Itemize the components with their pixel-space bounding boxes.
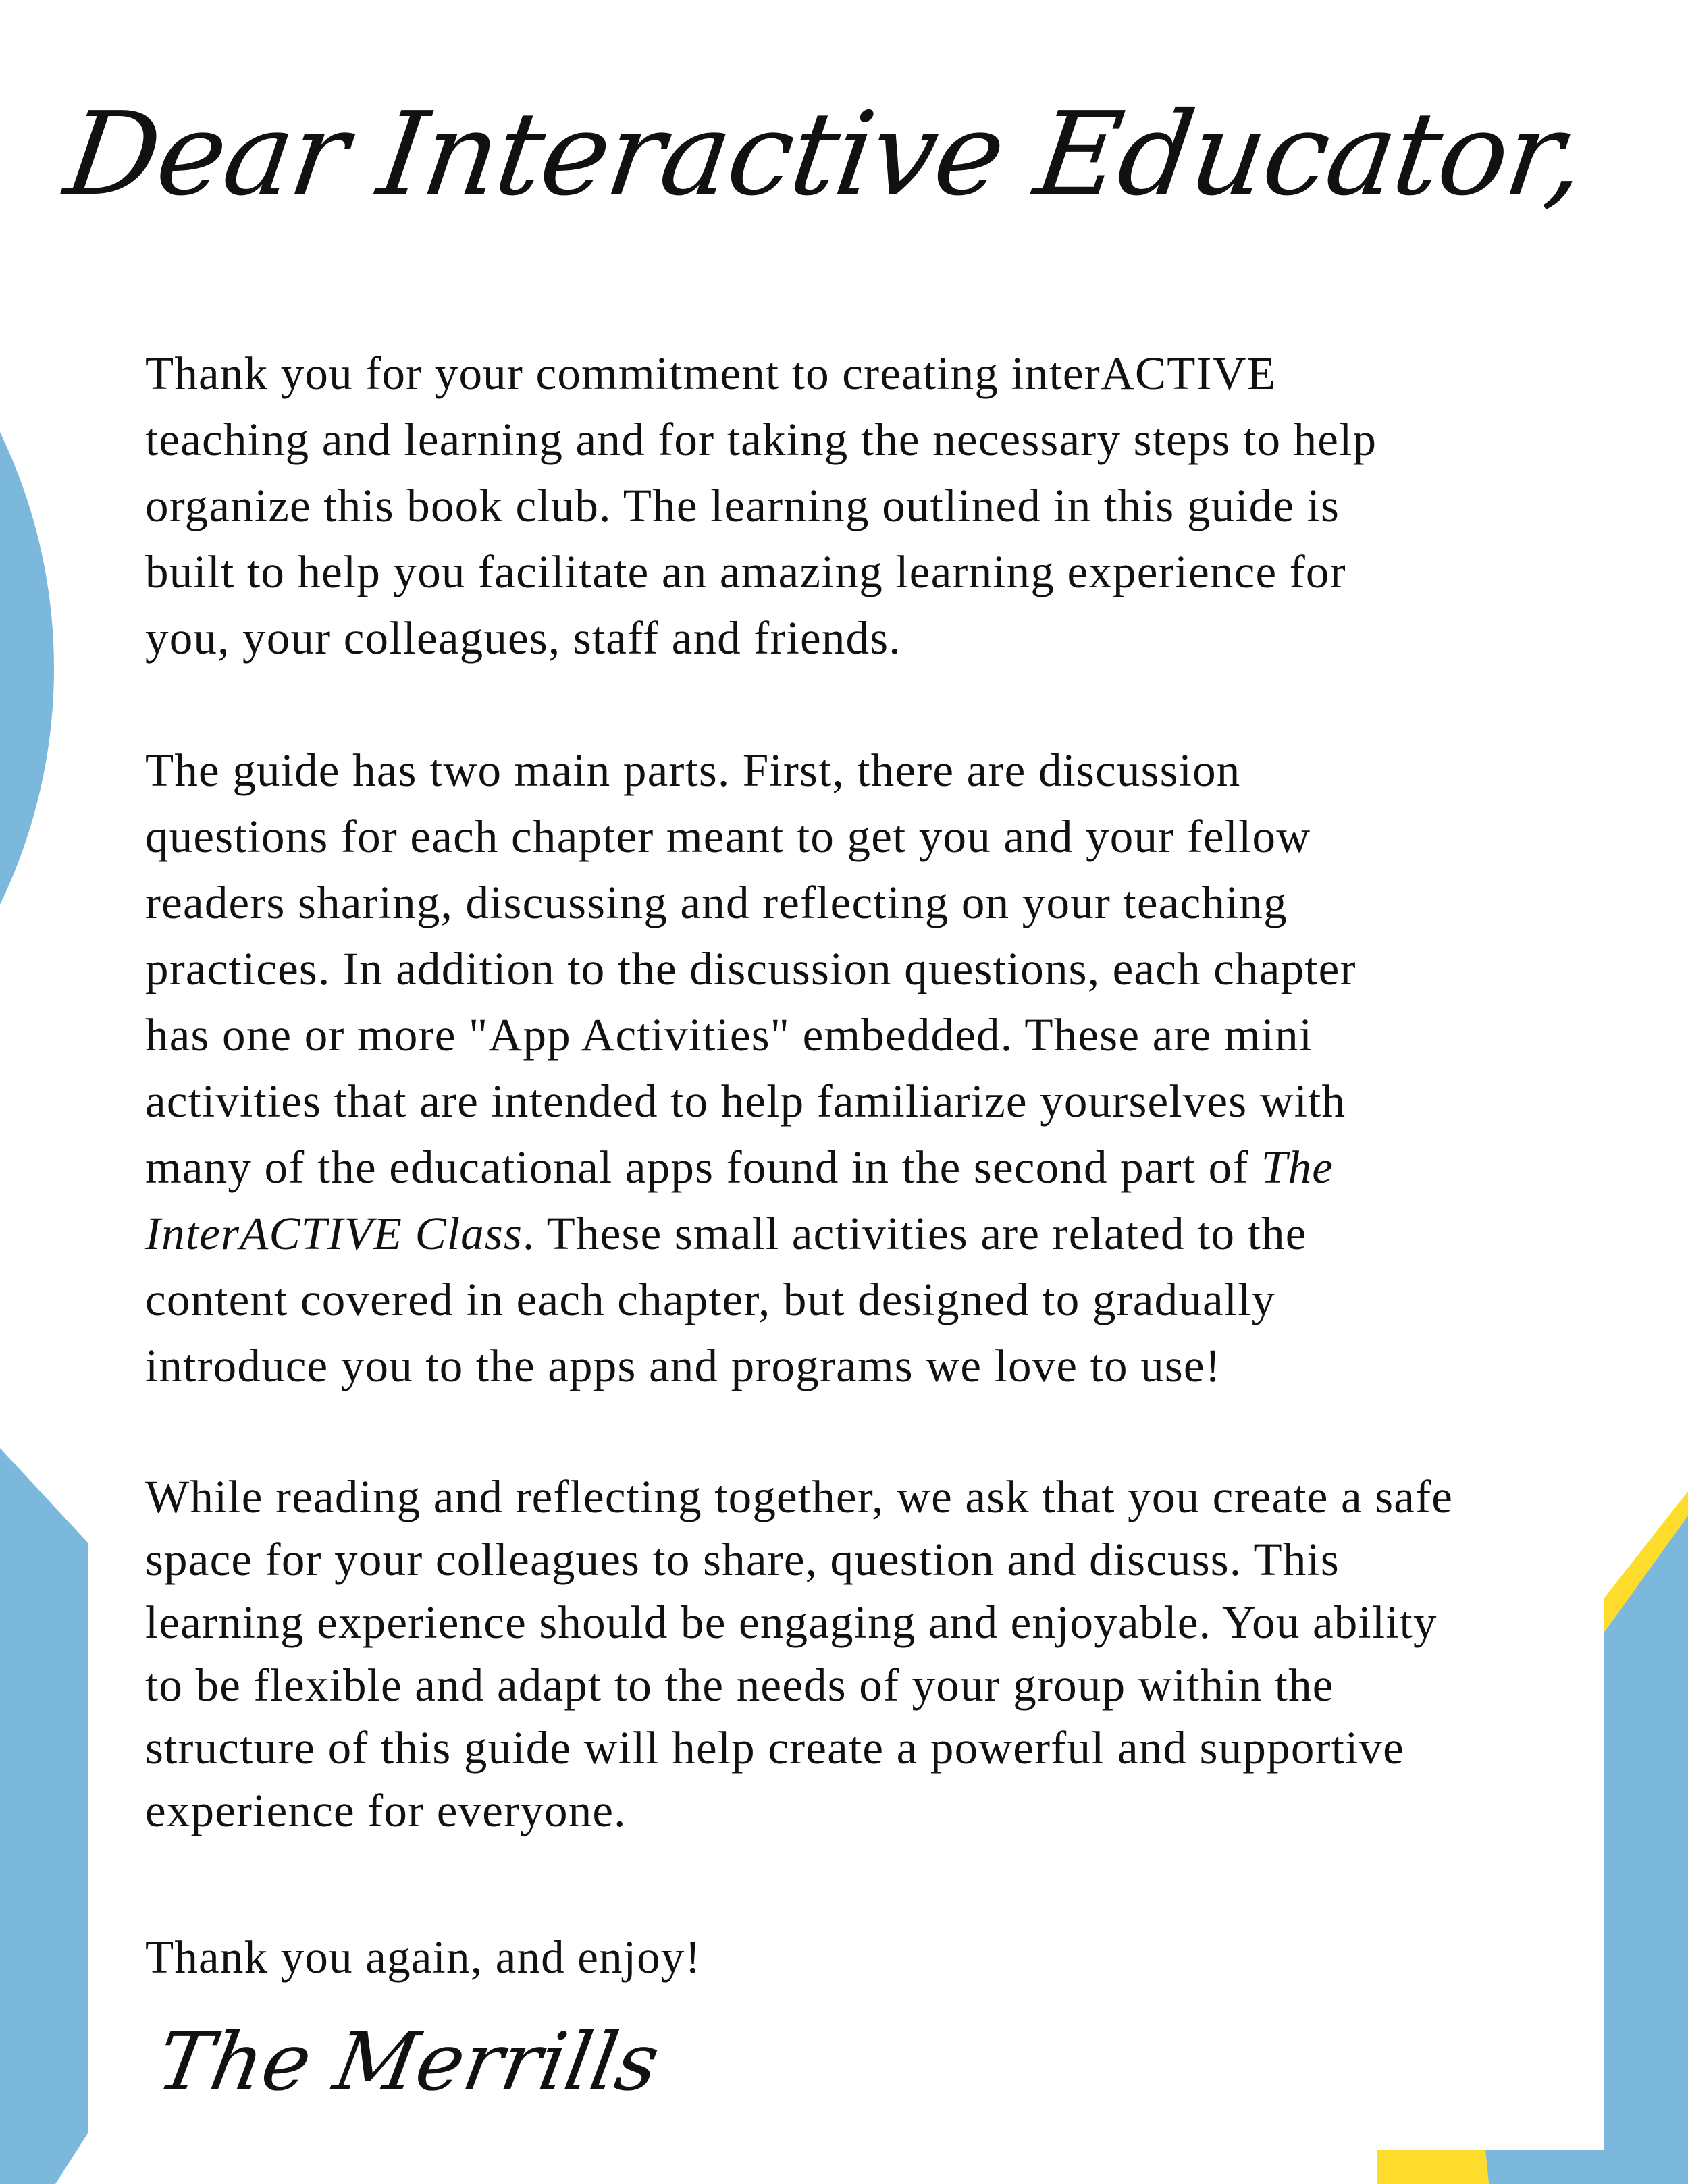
text-line: built to help you facilitate an amazing learning experience for bbox=[145, 546, 1346, 597]
text-segment: . These small activities are related to the bbox=[523, 1208, 1307, 1259]
text-segment: many of the educational apps found in the second part of bbox=[145, 1142, 1262, 1193]
signature: The Merrills bbox=[150, 2015, 666, 2108]
text-line: introduce you to the apps and programs we love to use! bbox=[145, 1340, 1221, 1391]
text-line: to be flexible and adapt to the needs of your group within the bbox=[145, 1659, 1334, 1711]
book-title-italic: The bbox=[1261, 1142, 1334, 1193]
bottom-yellow-shape bbox=[1377, 2150, 1489, 2184]
text-line bbox=[145, 1134, 1356, 1200]
text-line: readers sharing, discussing and reflecting on your teaching bbox=[145, 877, 1288, 928]
text-line: organize this book club. The learning outlined in this guide is bbox=[145, 480, 1340, 531]
book-title-italic: InterACTIVE Class bbox=[145, 1208, 523, 1259]
text-line: Thank you for your commitment to creating interACTIVE bbox=[145, 348, 1277, 399]
letter-heading: Dear Interactive Educator, bbox=[58, 88, 1593, 221]
text-line: learning experience should be engaging and enjoyable. You ability bbox=[145, 1597, 1438, 1648]
text-line: you, your colleagues, staff and friends. bbox=[145, 612, 901, 664]
text-line: questions for each chapter meant to get you and your fellow bbox=[145, 811, 1311, 862]
text-line: While reading and reflecting together, we ask that you create a safe bbox=[145, 1471, 1454, 1522]
text-line: content covered in each chapter, but designed to gradually bbox=[145, 1274, 1276, 1325]
text-line: teaching and learning and for taking the necessary steps to help bbox=[145, 414, 1377, 465]
closing-line bbox=[145, 1924, 702, 1990]
text-line: experience for everyone. bbox=[145, 1785, 627, 1836]
paragraph-intro bbox=[145, 340, 1377, 671]
text-line: space for your colleagues to share, question and discuss. This bbox=[145, 1534, 1340, 1585]
left-blue-circle bbox=[0, 125, 54, 1212]
text-line: Thank you again, and enjoy! bbox=[145, 1932, 702, 1983]
right-blue-shape bbox=[1485, 1516, 1688, 2184]
paragraph-guide-parts bbox=[145, 737, 1356, 1399]
text-line: has one or more "App Activities" embedded. These are mini bbox=[145, 1009, 1313, 1061]
text-line: structure of this guide will help create a powerful and supportive bbox=[145, 1722, 1404, 1774]
text-line: practices. In addition to the discussion questions, each chapter bbox=[145, 943, 1356, 994]
text-line: activities that are intended to help familiarize yourselves with bbox=[145, 1075, 1346, 1127]
bottom-left-blue-shape bbox=[0, 1448, 88, 2184]
text-line: The guide has two main parts. First, there are discussion bbox=[145, 745, 1241, 796]
text-line bbox=[145, 1200, 1356, 1267]
paragraph-safe-space bbox=[145, 1466, 1453, 1842]
